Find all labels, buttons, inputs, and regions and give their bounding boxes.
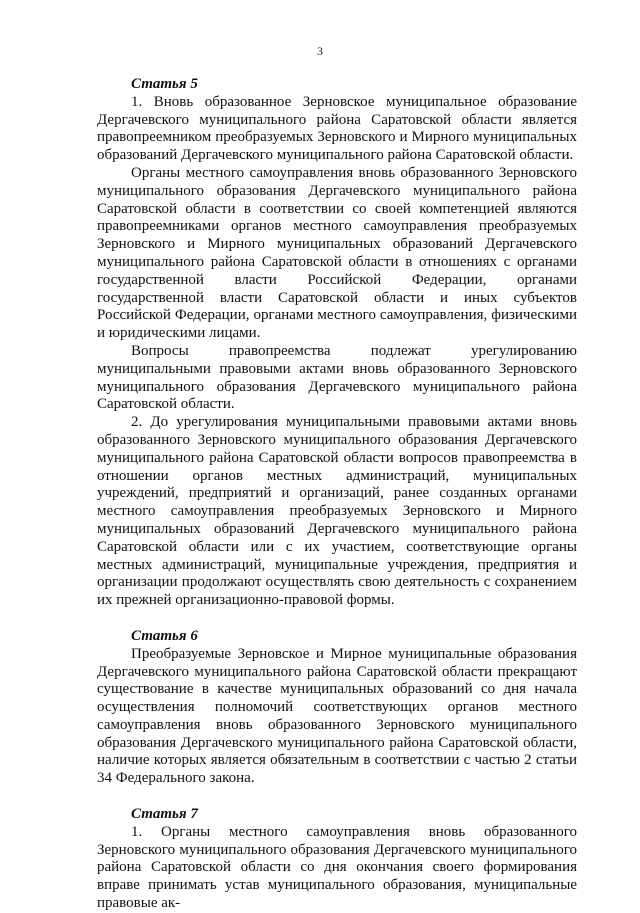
article-7-heading: Статья 7 — [131, 806, 198, 823]
article-6-heading: Статья 6 — [131, 627, 198, 644]
article-5-paragraph-3: Вопросы правопреемства подлежат урегулированию муниципальными правовыми актами вновь образованного Зерновского муниципального образования Дергачевского муниципального района Саратовской области. — [97, 342, 577, 413]
document-body — [97, 76, 577, 913]
article-5-heading: Статья 5 — [131, 76, 198, 92]
page-number: 3 — [317, 44, 323, 58]
article-6-paragraph-1: Преобразуемые Зерновское и Мирное муниципальные образования Дергачевского муниципального района Саратовской области прекращают существование в качестве муниципальных образований со дня начала осуществления полномочий соответствующих органов местного самоуправления вновь образованного Зерновского муниципального образования Дергачевского муниципального района Саратовской области, наличие которых является обязательным в соответствии с частью 2 статьи 34 Федерального закона. — [97, 645, 577, 787]
section-gap — [97, 788, 577, 806]
article-5-paragraph-4: 2. До урегулирования муниципальными правовыми актами вновь образованного Зерновского муниципального образования Дергачевского муниципального района Саратовской области вопросов правопреемства в отношении органов местных администраций, муниципальных учреждений, предприятий и организаций, ранее созданных органами местного самоуправления преобразуемых Зерновского и Мирного муниципальных образований Дергачевского муниципального района Саратовской области или с их участием, соответствующие органы местных администраций, муниципальные учреждения, предприятия и организации продолжают осуществлять свою деятельность с сохранением их прежней организационно-правовой формы. — [97, 414, 577, 609]
article-7-paragraph-1: 1. Органы местного самоуправления вновь образованного Зерновского муниципального образования Дергачевского муниципального района Саратовской области со дня окончания своего формирования вправе принимать устав муниципального образования, муниципальные правовые ак- — [97, 823, 577, 912]
article-5-paragraph-2: Органы местного самоуправления вновь образованного Зерновского муниципального образования Дергачевского муниципального района Саратовской области в соответствии со своей компетенцией являются правопреемниками органов местного самоуправления преобразуемых Зерновского и Мирного муниципальных образований Дергачевского муниципального района Саратовской области в отношениях с органами государственной власти Российской Федерации, органами государственной власти Саратовской области и иных субъектов Российской Федерации, органами местного самоуправления, физическими и юридическими лицами. — [97, 164, 577, 342]
article-5-paragraph-1: 1. Вновь образованное Зерновское муниципальное образование Дергачевского муниципального района Саратовской области является правопреемником преобразуемых Зерновского и Мирного муниципальных образований Дергачевского муниципального района Саратовской области. — [97, 93, 577, 164]
section-gap — [97, 610, 577, 628]
